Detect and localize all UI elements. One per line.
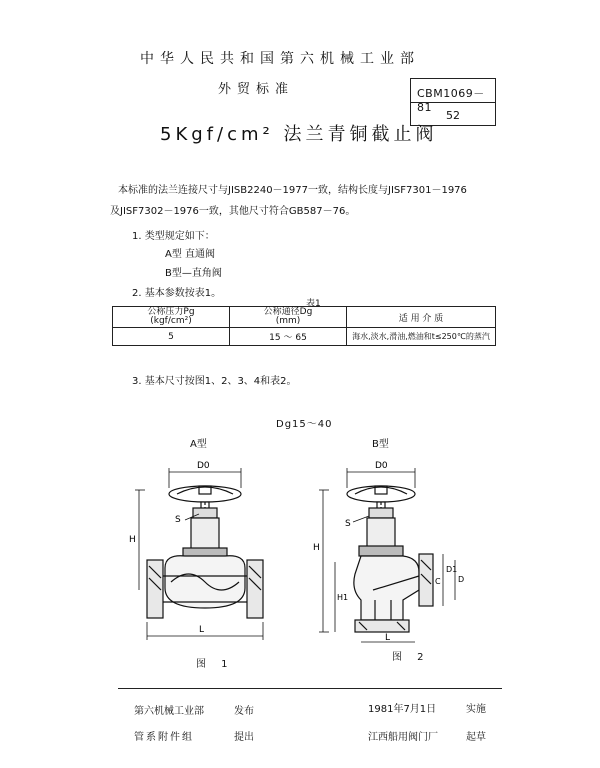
dim-h1-b: H1	[337, 593, 349, 602]
figure-b-label: B型	[372, 439, 389, 450]
cell-pressure: 5	[113, 328, 230, 346]
dim-d1-b: D1	[446, 565, 458, 574]
footer-issuer: 第六机械工业部	[134, 706, 204, 717]
table-caption: 表1	[306, 299, 321, 309]
footer-divider	[118, 688, 502, 689]
code-box-divider	[411, 102, 495, 103]
header-diameter: 公称通径Dg (mm)	[230, 307, 347, 328]
cell-medium: 海水,淡水,滑油,燃油和t≤250℃的蒸汽	[347, 328, 496, 346]
body-paragraph-1: 本标准的法兰连接尺寸与JISB2240－1977一致，结构长度与JISF7301－1976	[118, 185, 467, 196]
body-paragraph-2: 及JISF7302－1976一致，其他尺寸符合GB587－76。	[110, 206, 356, 217]
document-title: 5Kgf/cm² 法兰青铜截止阀	[160, 124, 438, 145]
footer-date-action: 实施	[466, 704, 486, 715]
table-header-row	[113, 307, 496, 328]
dim-c-b: C	[435, 577, 441, 586]
table-row	[113, 328, 496, 346]
dim-d-b: D	[458, 575, 465, 584]
valve-drawing-type-a	[129, 450, 295, 650]
clause-3: 3. 基本尺寸按图1、2、3、4和表2。	[132, 376, 297, 387]
ministry-header: 中华人民共和国第六机械工业部	[140, 51, 420, 67]
parameter-table	[112, 306, 496, 346]
figure-2-caption: 图 2	[392, 652, 430, 663]
standard-code: CBM1069－81	[417, 87, 485, 114]
standard-code-box	[410, 78, 496, 126]
cell-diameter: 15 ～ 65	[230, 328, 347, 346]
clause-2: 2. 基本参数按表1。	[132, 288, 222, 299]
dim-s-b: S	[345, 519, 351, 529]
footer-date: 1981年7月1日	[368, 704, 437, 715]
dim-s-a: S	[175, 515, 181, 525]
valve-drawing-type-b	[315, 450, 475, 650]
footer-factory-action: 起草	[466, 732, 486, 743]
figure-size-range: Dg15～40	[276, 419, 333, 430]
dim-l-a: L	[199, 625, 205, 635]
header-medium: 适 用 介 质	[347, 307, 496, 328]
dim-d0-a: D0	[197, 461, 210, 471]
figure-1-caption: 图 1	[196, 659, 234, 670]
dim-h-a: H	[129, 535, 136, 545]
dim-h-b: H	[313, 543, 320, 553]
clause-1: 1. 类型规定如下：	[132, 231, 215, 242]
clause-1-type-b: B型—直角阀	[165, 268, 222, 279]
figure-a-label: A型	[190, 439, 207, 450]
dim-l-b: L	[385, 633, 391, 643]
header-pressure: 公称压力Pg (kgf/cm²)	[113, 307, 230, 328]
dim-d0-b: D0	[375, 461, 388, 471]
standard-category: 外贸标准	[218, 82, 295, 97]
clause-1-type-a: A型 直通阀	[165, 249, 216, 260]
footer-issuer-action: 发布	[234, 706, 254, 717]
footer-group-action: 提出	[234, 732, 254, 743]
footer-group: 管系附件组	[134, 732, 194, 743]
page-number: 52	[446, 109, 460, 122]
footer-factory: 江西船用阀门厂	[368, 732, 438, 743]
